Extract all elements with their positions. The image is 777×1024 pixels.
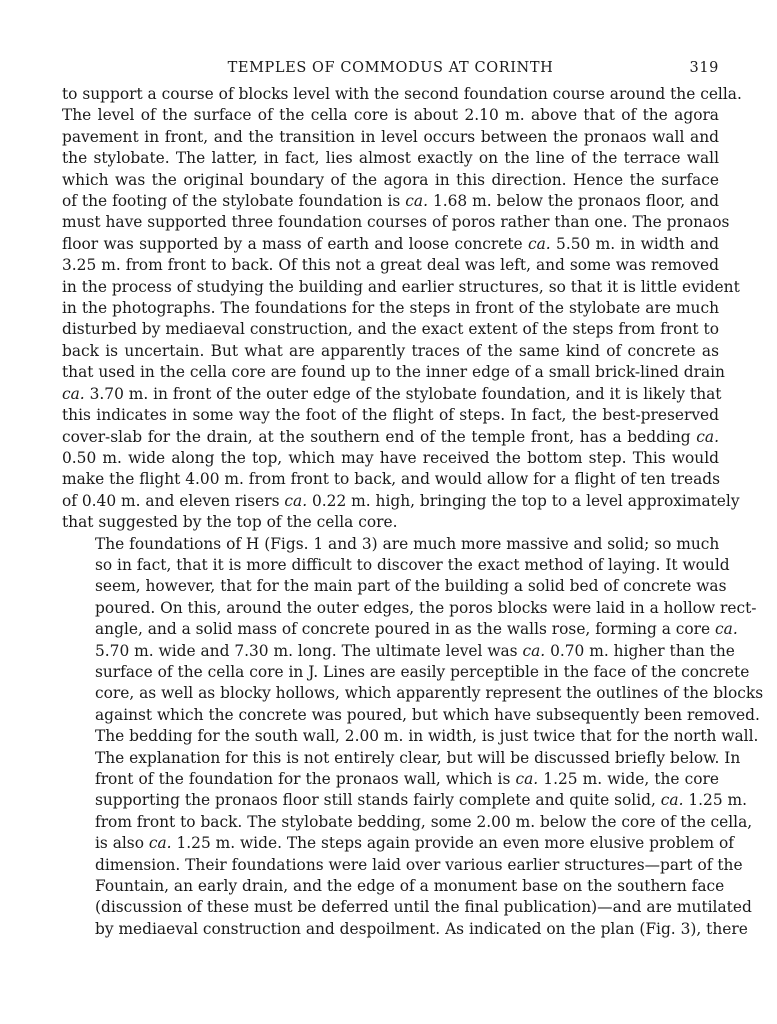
text-line: The explanation for this is not entirely clear, but will be discussed briefly below. In [95,748,741,767]
text-line: is also ca. 1.25 m. wide. The steps again provide an even more elusive problem of [95,834,734,853]
running-title: TEMPLES OF COMMODUS AT CORINTH [227,60,554,76]
text-line: core, as well as blocky hollows, which apparently represent the outlines of the blocks [95,684,764,703]
text-line: to support a course of blocks level with the second foundation course around the cella. [62,85,742,103]
text-line: 0.50 m. wide along the top, which may have received the bottom step. This would [62,448,719,467]
running-header [62,54,719,84]
text-line: from front to back. The stylobate bedding, some 2.00 m. below the core of the cella, [95,812,753,831]
text-line: The bedding for the south wall, 2.00 m. in width, is just twice that for the north wall. [95,727,759,746]
text-line: of the footing of the stylobate foundation is ca. 1.68 m. below the pronaos floor, and [62,192,719,211]
text-line: dimension. Their foundations were laid over various earlier structures—part of the [95,855,743,874]
page-number: 319 [689,60,719,76]
text-line: 5.70 m. wide and 7.30 m. long. The ultimate level was ca. 0.70 m. higher than the [95,641,735,660]
text-line: that used in the cella core are found up to the inner edge of a small brick-lined drain [62,363,725,382]
text-line: against which the concrete was poured, but which have subsequently been removed. [95,705,760,724]
text-line: (discussion of these must be deferred until the final publication)—and are mutilated [95,898,752,917]
text-line: The foundations of H (Figs. 1 and 3) are much more massive and solid; so much [95,534,720,553]
paragraph [62,534,764,941]
text-line: back is uncertain. But what are apparently traces of the same kind of concrete as [62,341,719,360]
text-line: surface of the cella core in J. Lines are easily perceptible in the face of the concrete [95,662,750,681]
text-line: front of the foundation for the pronaos wall, which is ca. 1.25 m. wide, the core [95,770,719,788]
text-line: which was the original boundary of the agora in this direction. Hence the surface [62,170,719,189]
text-line: the stylobate. The latter, in fact, lies almost exactly on the line of the terrace wall [62,149,719,168]
text-line: of 0.40 m. and eleven risers ca. 0.22 m. high, bringing the top to a level approximately [62,491,740,510]
text-line: seem, however, that for the main part of the building a solid bed of concrete was [95,577,727,596]
text-line: cover-slab for the drain, at the southern end of the temple front, has a bedding ca. [62,427,719,446]
text-line: poured. On this, around the outer edges, the poros blocks were laid in a hollow rect- [95,598,757,617]
text-line: make the flight 4.00 m. from front to back, and would allow for a flight of ten treads [62,470,721,489]
document-page [62,54,764,940]
text-line: pavement in front, and the transition in level occurs between the pronaos wall and [62,127,719,146]
text-line: ca. 3.70 m. in front of the outer edge of the stylobate foundation, and it is likely that [62,384,722,403]
text-line: 3.25 m. from front to back. Of this not a great deal was left, and some was removed [62,256,719,275]
text-line: so in fact, that it is more difficult to discover the exact method of laying. It would [95,555,730,574]
text-line: floor was supported by a mass of earth and loose concrete ca. 5.50 m. in width and [62,234,719,253]
text-line: angle, and a solid mass of concrete poured in as the walls rose, forming a core ca. [95,620,738,639]
text-line: supporting the pronaos floor still stands fairly complete and quite solid, ca. 1.25 m. [95,791,748,810]
text-line: that suggested by the top of the cella core. [62,513,398,532]
body-text [62,84,764,940]
text-line: must have supported three foundation courses of poros rather than one. The pronaos [62,213,730,232]
text-line: The level of the surface of the cella core is about 2.10 m. above that of the agora [62,106,719,125]
text-line: in the photographs. The foundations for the steps in front of the stylobate are much [62,299,719,318]
text-line: in the process of studying the building and earlier structures, so that it is little evident [62,277,740,296]
text-line: disturbed by mediaeval construction, and the exact extent of the steps from front to [62,320,719,339]
text-line: Fountain, an early drain, and the edge of a monument base on the southern face [95,877,725,896]
text-line: this indicates in some way the foot of the flight of steps. In fact, the best-preserved [62,406,719,425]
text-line: by mediaeval construction and despoilment. As indicated on the plan (Fig. 3), there [95,919,748,938]
paragraph [62,84,742,534]
